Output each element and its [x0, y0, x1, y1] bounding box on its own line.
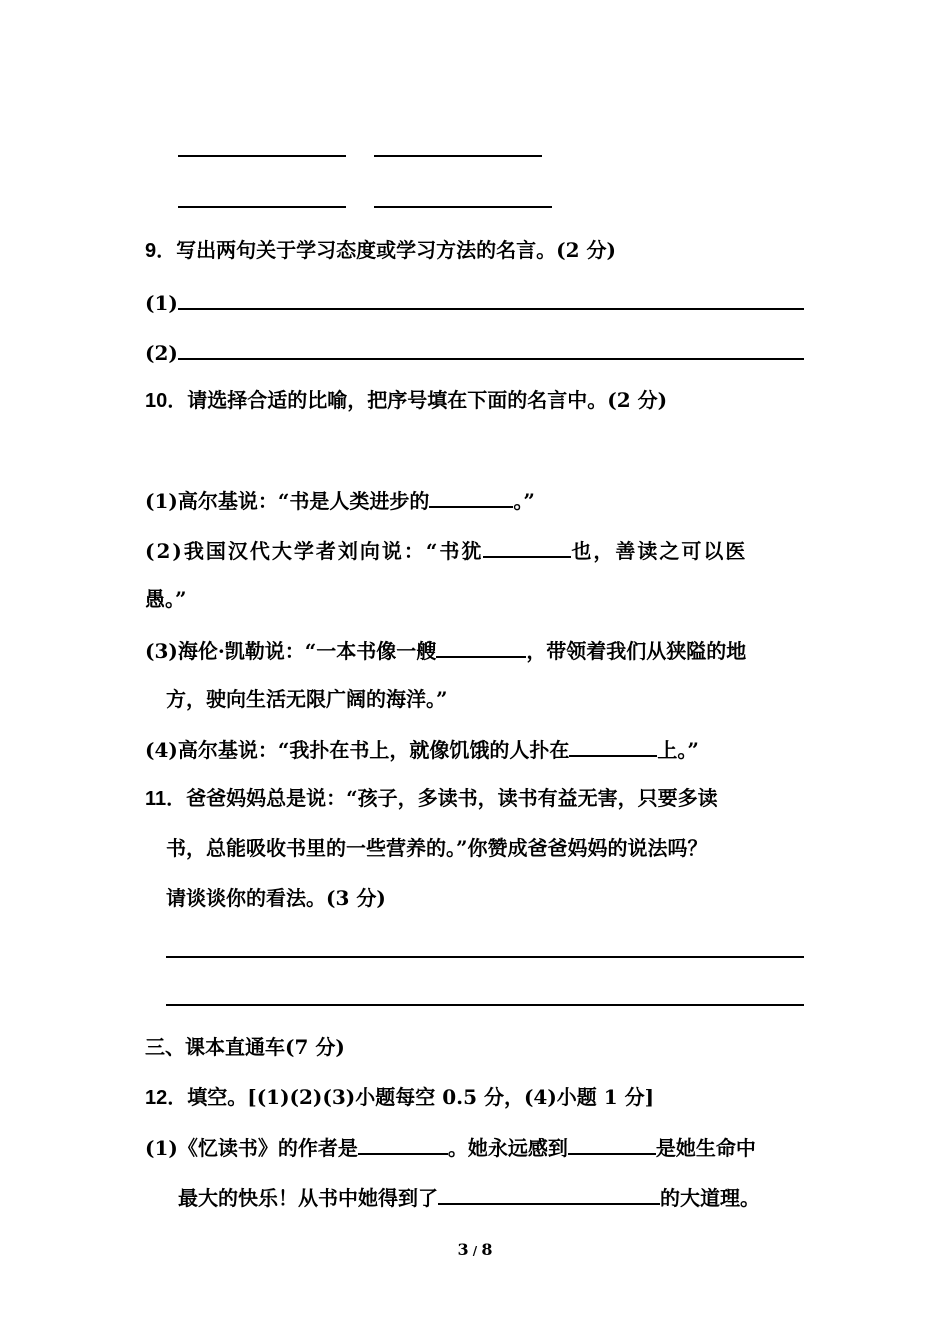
- item-text: 上。”: [657, 738, 699, 762]
- question-text: 写出两句关于学习态度或学习方法的名言。(2 分): [176, 238, 616, 262]
- answer-line[interactable]: [166, 1004, 804, 1006]
- answer-blank[interactable]: [374, 206, 552, 208]
- question-11-line-2: [166, 833, 708, 863]
- q12-item-1-cont: [178, 1181, 760, 1213]
- answer-blank[interactable]: [568, 1131, 656, 1155]
- question-number: 12．: [145, 1087, 188, 1109]
- question-number: 11．: [145, 788, 187, 810]
- answer-blank[interactable]: [178, 206, 346, 208]
- item-text: 也，善读之可以医: [571, 539, 748, 563]
- total-pages: 8: [481, 1240, 493, 1259]
- answer-blank[interactable]: [178, 286, 804, 310]
- item-text: (1)高尔基说：“书是人类进步的: [145, 489, 430, 513]
- answer-blank[interactable]: [374, 155, 542, 157]
- q12-item-1: [145, 1131, 756, 1163]
- question-11: [145, 783, 718, 814]
- section-title: [145, 1032, 345, 1062]
- question-9: [145, 235, 616, 266]
- page-number: [0, 1240, 950, 1259]
- question-10: [145, 385, 667, 416]
- question-number: 10．: [145, 390, 188, 412]
- q10-item-4: [145, 733, 699, 765]
- sub-label: (2): [145, 341, 178, 365]
- item-text: (1)《忆读书》的作者是: [145, 1136, 358, 1160]
- item-text: 。”: [513, 489, 535, 513]
- answer-line[interactable]: [166, 956, 804, 958]
- answer-blank[interactable]: [178, 336, 804, 360]
- q10-item-3: [145, 634, 746, 666]
- current-page: 3: [457, 1240, 469, 1259]
- question-number: 9．: [145, 240, 177, 262]
- item-text: 方，驶向生活无限广阔的海洋。”: [166, 687, 448, 711]
- question-12: [145, 1082, 654, 1113]
- item-text: 是她生命中: [655, 1136, 756, 1160]
- answer-blank[interactable]: [429, 484, 513, 508]
- question-11-line-3: [166, 883, 386, 913]
- item-text: 的大道理。: [660, 1186, 760, 1210]
- question-text: 请选择合适的比喻，把序号填在下面的名言中。(2 分): [187, 388, 668, 412]
- answer-blank[interactable]: [438, 1181, 660, 1205]
- item-text: 愚。”: [145, 587, 187, 611]
- question-text: 爸爸妈妈总是说：“孩子，多读书，读书有益无害，只要多读: [186, 786, 718, 810]
- item-text: (4)高尔基说：“我扑在书上，就像饥饿的人扑在: [145, 738, 570, 762]
- answer-blank[interactable]: [358, 1131, 448, 1155]
- answer-blank[interactable]: [178, 155, 346, 157]
- q9-answer-1: [145, 286, 804, 318]
- question-text: 填空。[(1)(2)(3)小题每空 0.5 分，(4)小题 1 分]: [187, 1085, 655, 1109]
- answer-blank[interactable]: [483, 534, 571, 558]
- q9-answer-2: [145, 336, 804, 368]
- section-title-text: 三、课本直通车(7 分): [145, 1035, 345, 1059]
- sub-label: (1): [145, 291, 178, 315]
- question-text: 请谈谈你的看法。(3 分): [166, 886, 386, 910]
- answer-blank[interactable]: [569, 733, 657, 757]
- item-text: ，带领着我们从狭隘的地: [526, 639, 747, 663]
- item-text: 最大的快乐！从书中她得到了: [178, 1186, 438, 1210]
- q10-item-2-cont: [145, 584, 187, 614]
- q10-item-3-cont: [166, 684, 448, 714]
- item-text: 。她永远感到: [447, 1136, 568, 1160]
- q10-item-2: [145, 534, 805, 566]
- question-text: 书，总能吸收书里的一些营养的。”你赞成爸爸妈妈的说法吗？: [166, 836, 708, 860]
- answer-blank[interactable]: [436, 634, 526, 658]
- q10-item-1: [145, 484, 535, 516]
- item-text: (2)我国汉代大学者刘向说：“书犹: [145, 539, 484, 563]
- page-separator: /: [468, 1244, 482, 1258]
- item-text: (3)海伦·凯勒说：“一本书像一艘: [145, 639, 437, 663]
